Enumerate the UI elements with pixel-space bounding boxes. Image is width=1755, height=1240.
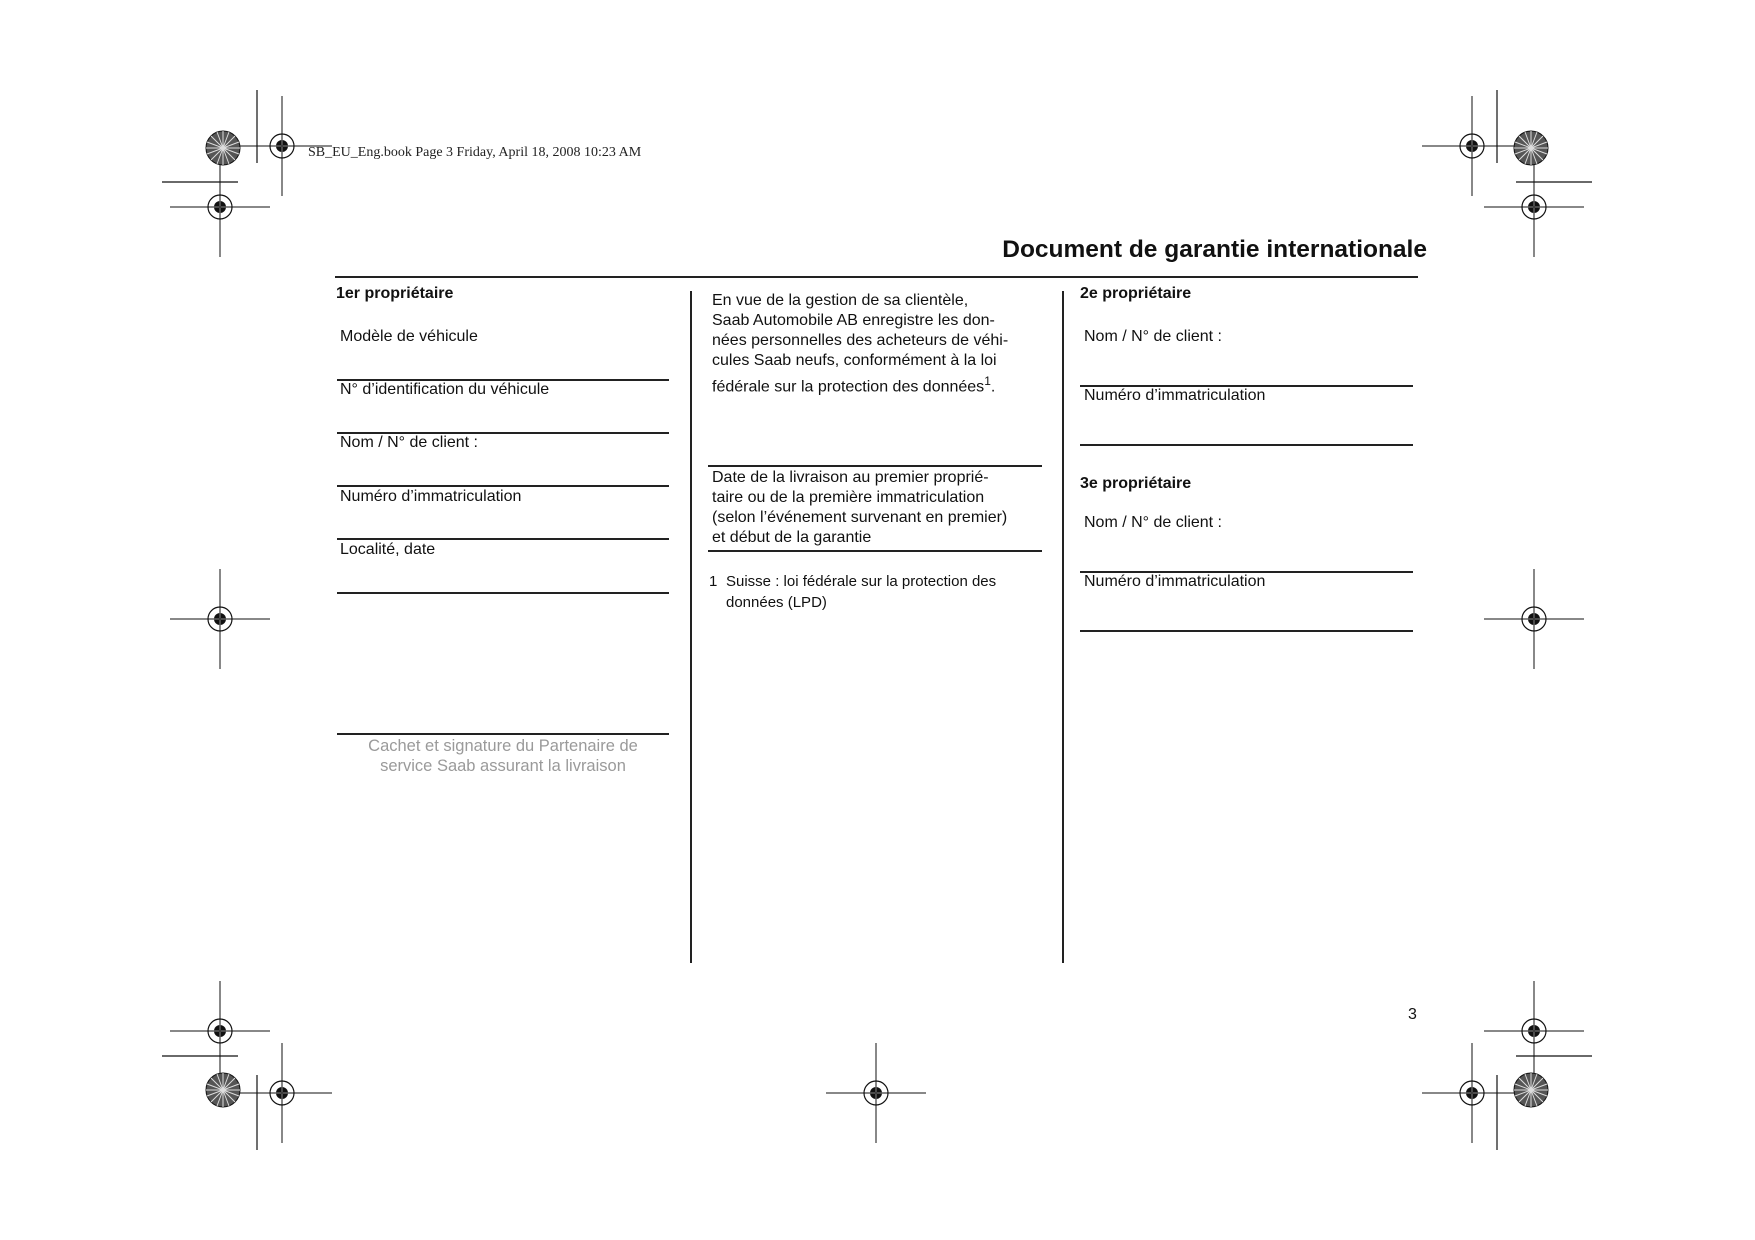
star-target-top-right bbox=[1514, 131, 1548, 165]
column-divider-left bbox=[690, 291, 692, 963]
stamp-signature-caption bbox=[334, 736, 672, 776]
stamp-signature-line[interactable] bbox=[337, 733, 669, 735]
customer-name-number-label: Nom / N° de client : bbox=[340, 434, 478, 451]
page-title: Document de garantie internationale bbox=[1002, 236, 1427, 263]
delivery-line-3: (selon l’événement survenant en premier) bbox=[712, 509, 1008, 526]
privacy-end-period: . bbox=[990, 378, 996, 396]
second-owner-registration-label: Numéro d’immatriculation bbox=[1084, 387, 1266, 404]
privacy-line-4: cules Saab neufs, conformément à la loi bbox=[712, 352, 997, 369]
privacy-line-2: Saab Automobile AB enregistre les don- bbox=[712, 312, 995, 329]
registration-mark-right-upper bbox=[1484, 157, 1584, 257]
delivery-line-2: taire ou de la première immatriculation bbox=[712, 489, 985, 506]
second-owner-customer-label: Nom / N° de client : bbox=[1084, 328, 1222, 345]
registration-mark-bottom-center bbox=[826, 1043, 926, 1143]
place-date-line[interactable] bbox=[337, 592, 669, 594]
registration-mark-right-middle bbox=[1484, 569, 1584, 669]
registration-mark-bottom-left bbox=[232, 1043, 332, 1143]
delivery-date-label bbox=[712, 468, 1047, 548]
privacy-line-3: nées personnelles des acheteurs de véhi- bbox=[712, 332, 1009, 349]
footnote-line-1: Suisse : loi fédérale sur la protection des bbox=[726, 573, 997, 590]
footnote bbox=[709, 571, 1049, 613]
registration-mark-left-lower bbox=[170, 981, 270, 1081]
vehicle-model-label: Modèle de véhicule bbox=[340, 328, 478, 345]
delivery-date-bottom-rule[interactable] bbox=[708, 550, 1042, 552]
registration-mark-right-lower bbox=[1484, 981, 1584, 1081]
column-divider-right bbox=[1062, 291, 1064, 963]
privacy-notice bbox=[712, 291, 1047, 397]
star-target-top-left bbox=[206, 131, 240, 165]
second-owner-heading: 2e propriétaire bbox=[1080, 285, 1192, 302]
delivery-line-1: Date de la livraison au premier proprié- bbox=[712, 469, 989, 486]
star-target-bottom-left bbox=[206, 1073, 240, 1107]
registration-mark-top-right bbox=[1422, 96, 1522, 196]
star-target-bottom-right bbox=[1514, 1073, 1548, 1107]
stamp-caption-line-1: Cachet et signature du Partenaire de bbox=[368, 737, 638, 755]
vin-label: N° d’identification du véhicule bbox=[340, 381, 550, 398]
registration-mark-left-middle bbox=[170, 569, 270, 669]
third-owner-registration-line[interactable] bbox=[1080, 630, 1413, 632]
third-owner-registration-label: Numéro d’immatriculation bbox=[1084, 573, 1266, 590]
third-owner-heading: 3e propriétaire bbox=[1080, 475, 1192, 492]
second-owner-registration-line[interactable] bbox=[1080, 444, 1413, 446]
privacy-line-5 bbox=[712, 371, 1047, 397]
registration-number-label: Numéro d’immatriculation bbox=[340, 488, 522, 505]
stamp-caption-line-2: service Saab assurant la livraison bbox=[380, 757, 626, 775]
footnote-number: 1 bbox=[709, 573, 718, 590]
page-number: 3 bbox=[1408, 1006, 1417, 1023]
first-owner-heading: 1er propriétaire bbox=[336, 285, 454, 302]
registration-mark-left-upper bbox=[170, 157, 270, 257]
customer-name-number-line[interactable] bbox=[337, 485, 669, 487]
privacy-line-5-text: fédérale sur la protection des données bbox=[712, 378, 985, 396]
registration-mark-bottom-right bbox=[1422, 1043, 1522, 1143]
privacy-line-1: En vue de la gestion de sa clientèle, bbox=[712, 292, 969, 309]
delivery-line-4: et début de la garantie bbox=[712, 529, 872, 546]
third-owner-customer-label: Nom / N° de client : bbox=[1084, 514, 1222, 531]
print-slug: SB_EU_Eng.book Page 3 Friday, April 18, 2008 10:23 AM bbox=[308, 145, 642, 160]
footnote-reference: 1 bbox=[984, 374, 991, 388]
registration-number-line[interactable] bbox=[337, 538, 669, 540]
place-date-label: Localité, date bbox=[340, 541, 436, 558]
delivery-date-top-rule bbox=[708, 465, 1042, 467]
title-rule bbox=[335, 276, 1418, 278]
footnote-line-2: données (LPD) bbox=[726, 594, 827, 611]
